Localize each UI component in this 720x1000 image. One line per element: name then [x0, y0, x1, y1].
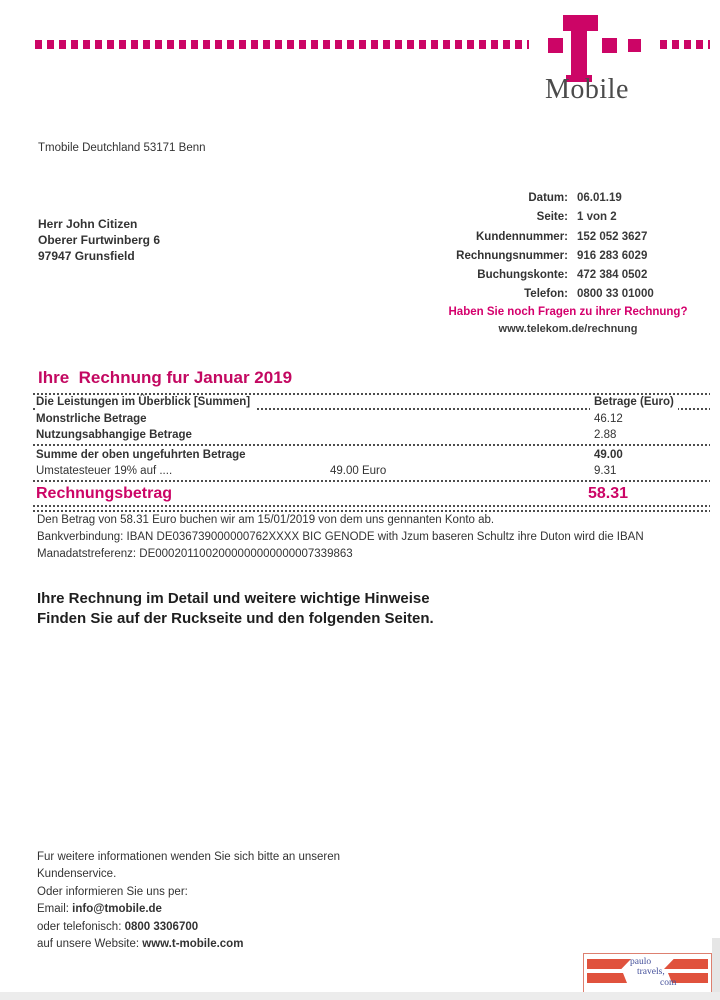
- website-value: www.t-mobile.com: [142, 938, 244, 951]
- notice-line: Finden Sie auf der Ruckseite und den folgenden Seiten.: [37, 609, 434, 627]
- summary-table: [33, 393, 710, 512]
- footer-line: Oder informieren Sie uns per:: [37, 885, 188, 898]
- email-value: info@tmobile.de: [72, 903, 162, 916]
- table-header-left: Die Leistungen im Überblick [Summen]: [36, 395, 255, 410]
- meta-value: 152 052 3627: [577, 230, 648, 243]
- logo-wordmark: Mobile: [545, 74, 629, 105]
- invoice-title: Ihre Rechnung fur Januar 2019: [38, 368, 293, 387]
- footer-email-line: [37, 901, 340, 918]
- notice-line: Ihre Rechnung im Detail und weitere wichtige Hinweise: [37, 590, 430, 607]
- meta-row-datum: [420, 189, 712, 208]
- row-amount: 49.00: [590, 448, 627, 463]
- telekom-website-link: www.telekom.de/rechnung: [498, 323, 638, 335]
- table-row: [33, 428, 710, 444]
- row-label: Umstatesteuer 19% auf ....: [36, 464, 177, 479]
- footer-line: Fur weitere informationen wenden Sie sich bitte an unseren: [37, 851, 341, 863]
- watermark-text: com: [660, 978, 677, 988]
- table-separator: [33, 444, 710, 446]
- table-header-row: [33, 395, 710, 412]
- watermark-text: paulo: [630, 957, 652, 967]
- header-dotted-line-left: [35, 40, 529, 49]
- meta-row-buchungskonto: [420, 266, 712, 285]
- row-middle-value: 49.00 Euro: [330, 465, 387, 477]
- footer-contact: [37, 849, 340, 953]
- meta-label: Kundennummer:: [476, 230, 568, 243]
- meta-label: Buchungskonte:: [477, 269, 568, 282]
- logo-square-lone-icon: [628, 39, 641, 52]
- row-label: Nutzungsabhangige Betrage: [36, 428, 197, 443]
- meta-row-rechnungsnummer: [420, 247, 712, 266]
- meta-row-seite: [420, 208, 712, 227]
- meta-value: 472 384 0502: [577, 269, 648, 282]
- scan-edge-right: [712, 938, 720, 1000]
- row-amount: 46.12: [590, 412, 627, 427]
- watermark-text: travels,: [637, 967, 665, 977]
- detail-notice: [37, 589, 434, 628]
- header-dotted-line-right: [660, 40, 710, 49]
- total-row: [33, 484, 710, 505]
- meta-row-kundennummer: [420, 228, 712, 247]
- meta-value: 916 283 6029: [577, 249, 648, 262]
- meta-label: Rechnungsnummer:: [456, 249, 568, 262]
- website-label: auf unsere Website:: [37, 938, 143, 951]
- logo-square-left-icon: [548, 38, 563, 53]
- email-label: Email:: [37, 903, 73, 916]
- total-amount: 58.31: [588, 485, 629, 502]
- table-separator: [33, 480, 710, 482]
- total-label: Rechnungsbetrag: [36, 485, 173, 502]
- footer-phone-line: [37, 919, 340, 936]
- table-row: [33, 448, 710, 464]
- row-label: Monstrliche Betrage: [36, 412, 152, 427]
- sender-line: Tmobile Deutchland 53171 Benn: [38, 142, 206, 154]
- note-mandate: Manadatstreferenz: DE0002011002000000000000007339863: [37, 548, 353, 560]
- note-bank: Bankverbindung: IBAN DE036739000000762XXXX BIC GENODE with Jzum baseren Schultz ihre Duton wird die IBAN: [37, 531, 644, 543]
- recipient-city: 97947 Grunsfield: [38, 249, 135, 263]
- row-amount: 9.31: [590, 464, 620, 479]
- meta-label: Telefon:: [524, 288, 568, 301]
- questions-line: Haben Sie noch Fragen zu ihrer Rechnung?: [448, 306, 688, 318]
- phone-value: 0800 3306700: [124, 920, 199, 933]
- meta-value: 1 von 2: [577, 211, 617, 224]
- note-debit: Den Betrag von 58.31 Euro buchen wir am 15/01/2019 von dem uns gennanten Konto ab.: [37, 514, 495, 526]
- meta-value: 0800 33 01000: [577, 288, 654, 301]
- meta-row-telefon: [420, 285, 712, 304]
- watermark-flag-icon: [587, 973, 627, 983]
- footer-line: Kundenservice.: [37, 868, 117, 881]
- recipient-name: Herr John Citizen: [38, 217, 138, 231]
- table-header-right: Betrage (Euro): [590, 395, 678, 410]
- meta-value: 06.01.19: [577, 192, 622, 204]
- meta-label: Seite:: [536, 211, 568, 224]
- meta-label: Datum:: [528, 192, 568, 204]
- watermark-flag-icon: [664, 959, 708, 969]
- row-amount: 2.88: [590, 428, 620, 443]
- phone-label: oder telefonisch:: [37, 920, 125, 933]
- logo-square-right-icon: [602, 38, 617, 53]
- table-row: [33, 464, 710, 480]
- watermark-flag-icon: [587, 959, 631, 969]
- recipient-street: Oberer Furtwinberg 6: [38, 233, 161, 247]
- footer-website-line: [37, 936, 340, 953]
- recipient-address: [38, 216, 160, 264]
- invoice-meta: [420, 189, 712, 305]
- table-row: [33, 412, 710, 428]
- row-label: Summe der oben ungefuhrten Betrage: [36, 448, 251, 463]
- payment-notes: [37, 512, 644, 563]
- scan-edge-bottom: [0, 992, 720, 1000]
- paulo-travels-watermark: [583, 953, 712, 993]
